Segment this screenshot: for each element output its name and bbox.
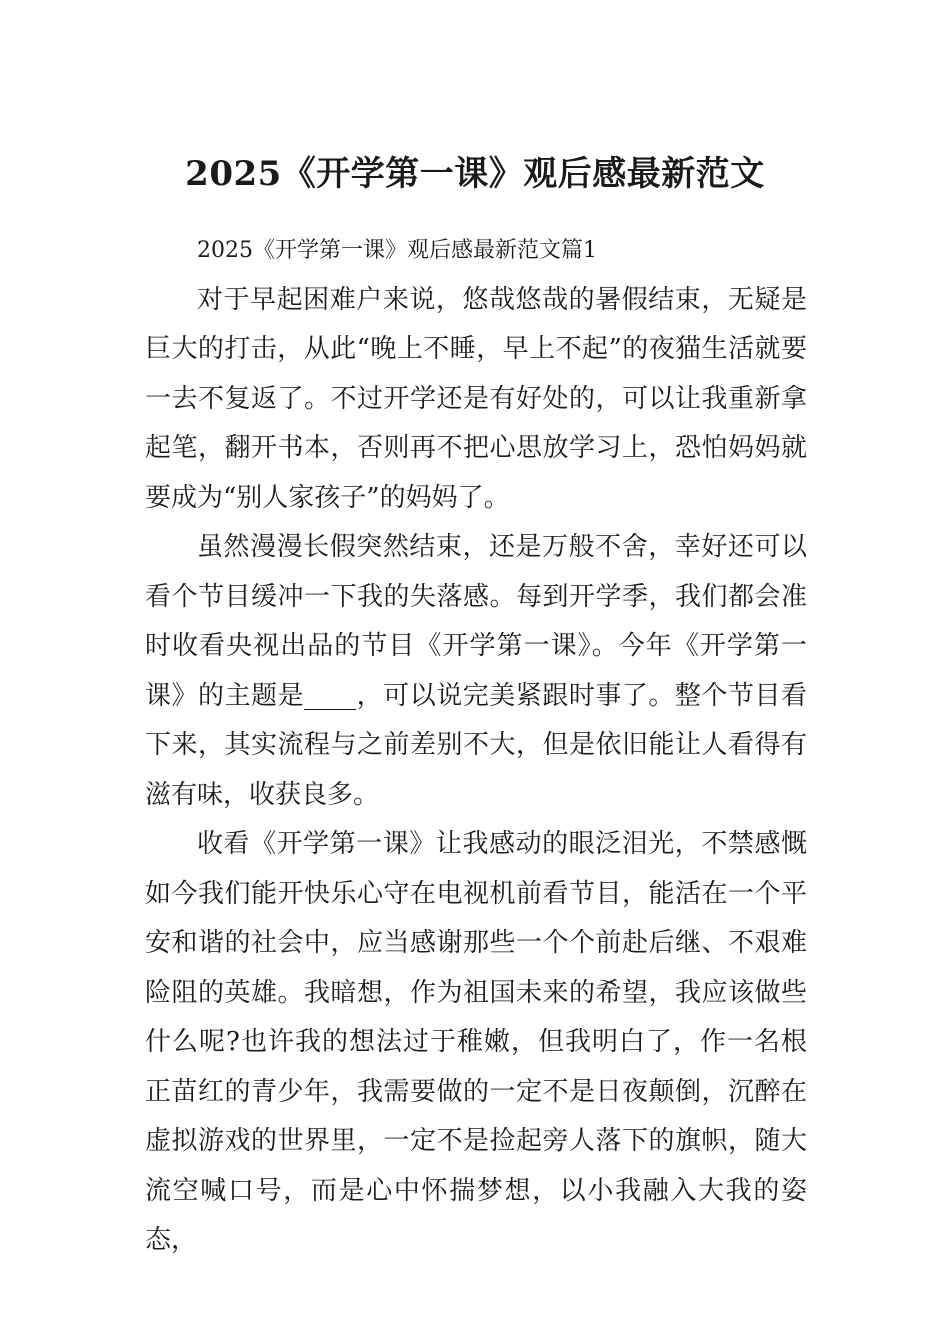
document-body <box>145 226 807 1266</box>
paragraph-2: 虽然漫漫长假突然结束，还是万般不舍，幸好还可以看个节目缓冲一下我的失落感。每到开学季，我们都会准时收看央视出品的节目《开学第一课》。今年《开学第一课》的主题是____，可以说完美紧跟时事了。整个节目看下来，其实流程与之前差别不大，但是依旧能让人看得有滋有味，收获良多。 <box>145 532 807 810</box>
paragraph-3: 收看《开学第一课》让我感动的眼泛泪光，不禁感慨如今我们能开快乐心守在电视机前看节目，能活在一个平安和谐的社会中，应当感谢那些一个个前赴后继、不艰难险阻的英雄。我暗想，作为祖国未来的希望，我应该做些什么呢?也许我的想法过于稚嫩，但我明白了，作一名根正苗红的青少年，我需要做的一定不是日夜颠倒，沉醉在虚拟游戏的世界里，一定不是捡起旁人落下的旗帜，随大流空喊口号，而是心中怀揣梦想，以小我融入大我的姿态， <box>145 829 807 1255</box>
section-heading: 2025《开学第一课》观后感最新范文篇1 <box>197 238 597 263</box>
paragraph-1: 对于早起困难户来说，悠哉悠哉的暑假结束，无疑是巨大的打击，从此“晚上不睡，早上不起”的夜猫生活就要一去不复返了。不过开学还是有好处的，可以让我重新拿起笔，翻开书本，否则再不把心思放学习上，恐怕妈妈就要成为“别人家孩子”的妈妈了。 <box>145 284 807 513</box>
document-title: 2025《开学第一课》观后感最新范文 <box>185 153 765 194</box>
